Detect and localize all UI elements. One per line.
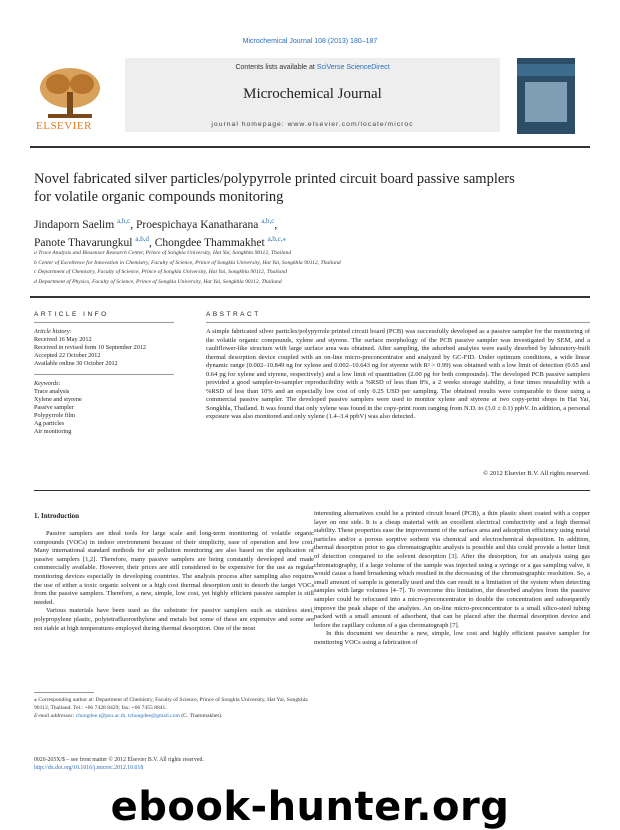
journal-banner xyxy=(125,58,500,132)
corresponding-author-footnote xyxy=(34,696,314,720)
cover-band xyxy=(517,64,575,76)
body-paragraph: Various materials have been used as the substrate for passive samplers such as stainless steel, polypropylene plastic, polytetrafluoroethylene and metals but some of these are expensive and some are not stable at high temperatures employed during thermal desorption. One of the most xyxy=(34,607,314,632)
body-left-column xyxy=(34,530,314,633)
info-divider xyxy=(34,374,174,375)
cover-picture xyxy=(525,82,567,122)
affiliation-item: a Trace Analysis and Biosensor Research Center, Prince of Songkla University, Hat Yai, Songkhla 90112, Thailand xyxy=(34,250,292,256)
author-name: Proespichaya Kanatharana xyxy=(136,218,259,231)
section-heading-introduction: 1. Introduction xyxy=(34,512,79,520)
keyword-item: Ag particles xyxy=(34,420,65,427)
authors-line-1: Jindaporn Saelim $^{a,b,c}$, Proespichaya Kanatharana $^{a,b,c}$, xyxy=(34,217,278,231)
header-divider xyxy=(30,146,590,148)
author-affiliation-marker[interactable]: a,b,c xyxy=(261,217,275,225)
title-line-2: for volatile organic compounds monitoring xyxy=(34,189,284,205)
author-name: Panote Thavarungkul xyxy=(34,236,133,249)
history-item: Received in revised form 10 September 2012 xyxy=(34,344,147,351)
email-suffix: (C. Thammakhet). xyxy=(179,713,223,719)
affiliation-item: b Center of Excellence for Innovation in Chemistry, Faculty of Science, Prince of Songkla University, Hat Yai, Songkhla 90112, Thailand xyxy=(34,259,341,266)
journal-title: Microchemical Journal xyxy=(243,86,382,102)
affiliation-list xyxy=(34,249,594,287)
keywords-label: Keywords: xyxy=(34,380,61,387)
author-affiliation-marker[interactable]: a,b,c,⁎ xyxy=(267,234,287,243)
journal-header xyxy=(30,58,590,138)
keyword-item: Passive sampler xyxy=(34,404,74,411)
history-item: Accepted 22 October 2012 xyxy=(34,352,101,359)
publisher-logo-text: ELSEVIER xyxy=(36,120,92,132)
title-line-1: Novel fabricated silver particles/polypyrrole printed circuit board passive samplers xyxy=(34,171,515,187)
front-matter-meta xyxy=(34,756,314,772)
history-item: Received 16 May 2012 xyxy=(34,336,92,343)
history-label: Article history: xyxy=(34,328,72,335)
history-item: Available online 30 October 2012 xyxy=(34,360,118,367)
footnote-email-line xyxy=(34,712,314,720)
article-title xyxy=(34,170,594,206)
contents-line xyxy=(125,64,500,71)
authors-line-2: Panote Thavarungkul $^{a,b,d}$, Chongdee Thammakhet $^{a,b,c,⁎}$ xyxy=(34,234,287,249)
journal-reference[interactable]: Microchemical Journal 108 (2013) 180–187 xyxy=(242,38,378,45)
author-name: Jindaporn Saelim xyxy=(34,218,115,231)
keyword-item: Polypyrrole film xyxy=(34,412,76,419)
author-name: Chongdee Thammakhet xyxy=(154,236,265,249)
abstract-heading: ABSTRACT xyxy=(206,311,261,318)
email-links[interactable]: chongdee.t@psu.ac.th, tchongdee@gmail.com xyxy=(75,713,180,719)
contents-prefix: Contents lists available at xyxy=(235,64,317,71)
footnote-rule xyxy=(34,692,94,693)
article-info-rule xyxy=(34,322,174,323)
keyword-item: Xylene and styrene xyxy=(34,396,82,403)
affiliation-item: d Department of Physics, Faculty of Science, Prince of Songkla University, Hat Yai, Songkhla 90112, Thailand xyxy=(34,278,282,285)
body-right-column xyxy=(314,510,590,648)
abstract-divider xyxy=(34,490,590,491)
affiliation-item: c Department of Chemistry, Faculty of Science, Prince of Songkla University, Hat Yai, Songkhla 90112, Thailand xyxy=(34,269,287,275)
body-paragraph: Passive samplers are ideal tools for large scale and long-term monitoring of volatile organic compounds (VOCs) in indoor environment because of their simplicity, ease of operation and low cost. Many international standard methods for air pollution monitoring are also based on the application of passive samplers [1,2]. Therefore, many passive samplers are being constantly developed and made commercially available. However, their prices are still considered to be expensive for the use as regular monitoring devices especially in developing countries. The analysis process after sampling also requires the use of either a toxic organic solvent or a high cost thermal desorption unit to desorb the target VOCs from the passive samplers. Therefore, a new, simple, low cost, yet highly efficient passive sampler is still needed. xyxy=(34,530,314,606)
sciencedirect-link[interactable]: SciVerse ScienceDirect xyxy=(316,64,390,71)
issn-line: 0026-265X/$ – see front matter © 2012 Elsevier B.V. All rights reserved. xyxy=(34,757,204,763)
abstract-text: A simple fabricated silver particles/polypyrrole printed circuit board (PCB) was successfully developed as a passive sampler for the monitoring of the volatile organic compounds, xylene and styrene. The surface morphology of the PCB passive sampler was investigated by SEM, and a cauliflower-like structure with large surface area was obtained. After sampling, the adsorbed analytes were easily desorbed by laboratory-built thermal desorption device coupled with an on-line micro-preconcentrator and analyzed by GC-FID. Under optimum conditions, a wide linear dynamic range (0.002–10.849 ng for xylene and 0.002–10.643 ng for styrene with R² > 0.99) was obtained with a low limit of detection (0.65 and 0.64 pg for xylene and styrene, respectively) and a low limit of quantitation (2.00 pg for both compounds). The developed PCB passive samplers provided a good sampler-to-sampler reproducibility with a %RSD of less than 8%, a 2 weeks storage stability, a four times reusability with a %RSD of less than 10% and an especially low cost of only 0.25 USD per sampling. The obtained results were comparable to those using a commercial passive sampler. The developed passive samplers were used to monitor xylene and styrene at two copy-print shops in Hat Yai, Songkhla, Thailand. It was found that only xylene was found in the copy-print room ranging from N.D. to (3.0 ± 0.1) ppbV. In addition, a personal exposure was also monitored and only xylene (1.4–3.4 ppbV) was also detected. xyxy=(206,328,590,420)
author-affiliation-marker[interactable]: a,b,c xyxy=(117,217,131,225)
article-info-panel xyxy=(34,328,174,436)
doi-link[interactable]: http://dx.doi.org/10.1016/j.microc.2012.10.018 xyxy=(34,765,144,771)
footnote-line: ⁎ Corresponding author at: Department of Chemistry, Faculty of Science, Prince of Songkla University, Hat Yai, Songkhla 90112, Thailand. Tel.: +66 7428 8429; fax: +66 7455 8841. xyxy=(34,697,308,711)
affiliation-divider xyxy=(30,296,590,298)
body-paragraph: In this document we describe a new, simple, low cost and highly efficient passive sampler for monitoring VOCs using a fabrication of xyxy=(314,630,590,646)
keyword-item: Air monitoring xyxy=(34,428,72,435)
body-paragraph: interesting alternatives could be a printed circuit board (PCB), a thin plastic sheet coated with a copper layer on one side. It is a cheap material with an excellent electrical conductivity and a high thermal stability. These properties ease the improvement of the surface area and adsorption efficiency using metal particles and/or a porous sorptive sorbent via chemical and electrochemical deposition. In addition, thermal desorption prior to gas chromatographic analysis is possible and this could provide a better limit of detection compared to the solvent desorption [3]. After the desorption, for an analysis using gas chromatography, if a large volume of the sample was injected using a syringe or a gas sampling valve, it would cause a band broadening which resulted in the decreasing of the chromatographic resolution. So, a small amount of sample is generally used and this can result in a limitation of the system when detecting samples with large volumes [4–7]. To overcome this limitation, the desorbed analytes from the passive sampler could be refocused into a micro-preconcentrator to double the concentration and subsequently improve the peak shape of the analytes. An on-line micro-preconcentrator is a small silico-steel tubing packed with a small amount of adsorbent, that can be placed after the thermal desorption device and before the capillary column of a gas chromatograph [7]. xyxy=(314,510,590,629)
journal-cover-image xyxy=(517,58,575,134)
email-label: E-mail addresses: xyxy=(34,713,76,719)
journal-homepage[interactable]: journal homepage: www.elsevier.com/locate/microc xyxy=(211,121,414,128)
keyword-item: Trace analysis xyxy=(34,388,70,395)
copyright-notice: © 2012 Elsevier B.V. All rights reserved. xyxy=(483,470,590,477)
watermark-text: ebook-hunter.org xyxy=(110,784,510,830)
article-info-heading: ARTICLE INFO xyxy=(34,311,109,318)
author-affiliation-marker[interactable]: a,b,d xyxy=(135,234,149,243)
abstract-rule xyxy=(206,322,590,323)
author-list xyxy=(34,214,594,250)
